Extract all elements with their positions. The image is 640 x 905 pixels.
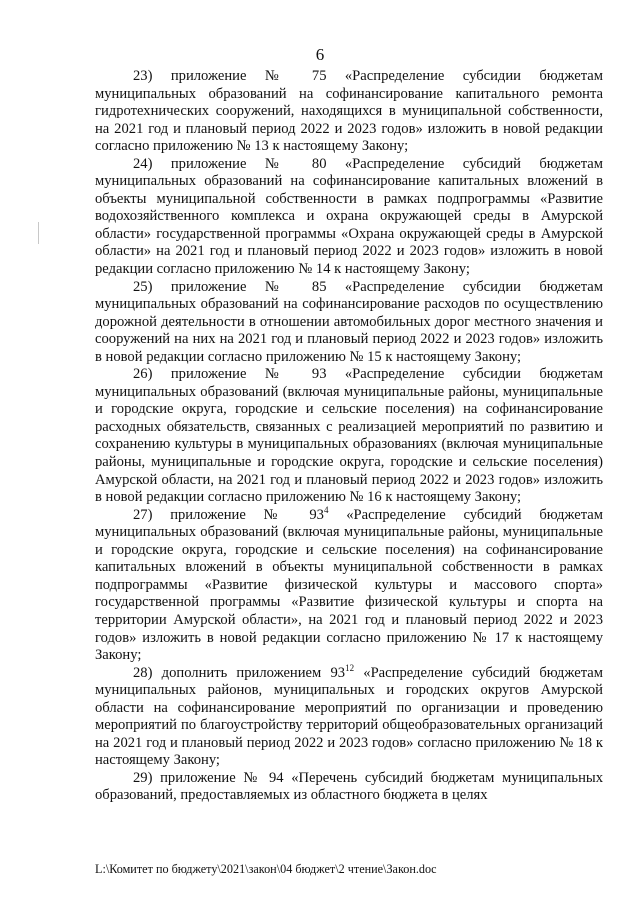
paragraph-text: 26) приложение № 93 «Распределение субсидии бюджетам муниципальных образований (включая муниципальные районы, муниципальные и городские округа, городские и сельские поселения) на софинансирование расходных обязательств, связанных с реализацией мероприятий по развитию и сохранению культуры в муниципальных образованиях (включая муниципальные районы, муниципальные и городские округа, городские и сельские поселения) Амурской области, на 2021 год и плановый период 2022 и 2023 годов» изложить в новой редакции согласно приложению № 16 к настоящему Закону; [95,366,603,506]
margin-mark [38,222,39,244]
paragraph-29 [95,770,603,805]
footer-file-path: L:\Комитет по бюджету\2021\закон\04 бюджет\2 чтение\Закон.doc [95,862,437,876]
page-number: 6 [315,45,325,64]
paragraph-text: 25) приложение № 85 «Распределение субсидии бюджетам муниципальных образований на софинансирование расходов по осуществлению дорожной деятельности в отношении автомобильных дорог местного значения и сооружений на них на 2021 год и плановый период 2022 и 2023 годов» изложить в новой редакции согласно приложению № 15 к настоящему Закону; [95,278,603,365]
paragraph-text: 28) дополнить приложением 93 [133,664,346,681]
document-body [95,68,603,805]
paragraph-text: 29) приложение № 94 «Перечень субсидий бюджетам муниципальных образований, предоставляемых из областного бюджета в целях [95,769,603,804]
paragraph-text: «Распределение субсидий бюджетам муниципальных районов, муниципальных и городских округов Амурской области на софинансирование мероприятий по организации и проведению мероприятий по благоустройству территорий общеобразовательных организаций на 2021 год и плановый период 2022 и 2023 годов» согласно приложению № 18 к настоящему Закону; [95,664,603,769]
paragraph-27 [95,504,604,665]
paragraph-25 [95,279,603,367]
superscript-index: 12 [345,662,355,673]
paragraph-23 [95,68,603,156]
paragraph-text: 24) приложение № 80 «Распределение субсидий бюджетам муниципальных образований на софинансирование капитальных вложений в объекты муниципальной собственности в рамках подпрограммы «Развитие водохозяйственного комплекса и охрана окружающей среды в Амурской области» государственной программы «Охрана окружающей среды в Амурской области» на 2021 год и плановый период 2022 и 2023 годов» изложить в новой редакции согласно приложению № 14 к настоящему Закону; [95,155,603,278]
paragraph-text: 27) приложение № 93 [133,506,324,523]
paragraph-24 [95,156,603,279]
superscript-index: 4 [323,504,329,515]
paragraph-28 [95,662,603,770]
paragraph-26 [95,366,603,506]
paragraph-text: «Распределение субсидий бюджетам муниципальных образований (включая муниципальные районы, муниципальные и городские округа, городские и сельские поселения) на софинансирование капитальных вложений в объекты муниципальной собственности в рамках подпрограммы «Развитие физической культуры и массового спорта» государственной программы «Развитие физической культуры и спорта на территории Амурской области», на 2021 год и плановый период 2022 и 2023 годов» изложить в новой редакции согласно приложению № 17 к настоящему Закону; [95,506,604,664]
paragraph-text: 23) приложение № 75 «Распределение субсидии бюджетам муниципальных образований на софинансирование капитального ремонта гидротехнических сооружений, находящихся в муниципальной собственности, на 2021 год и плановый период 2022 и 2023 годов» изложить в новой редакции согласно приложению № 13 к настоящему Закону; [95,68,603,155]
